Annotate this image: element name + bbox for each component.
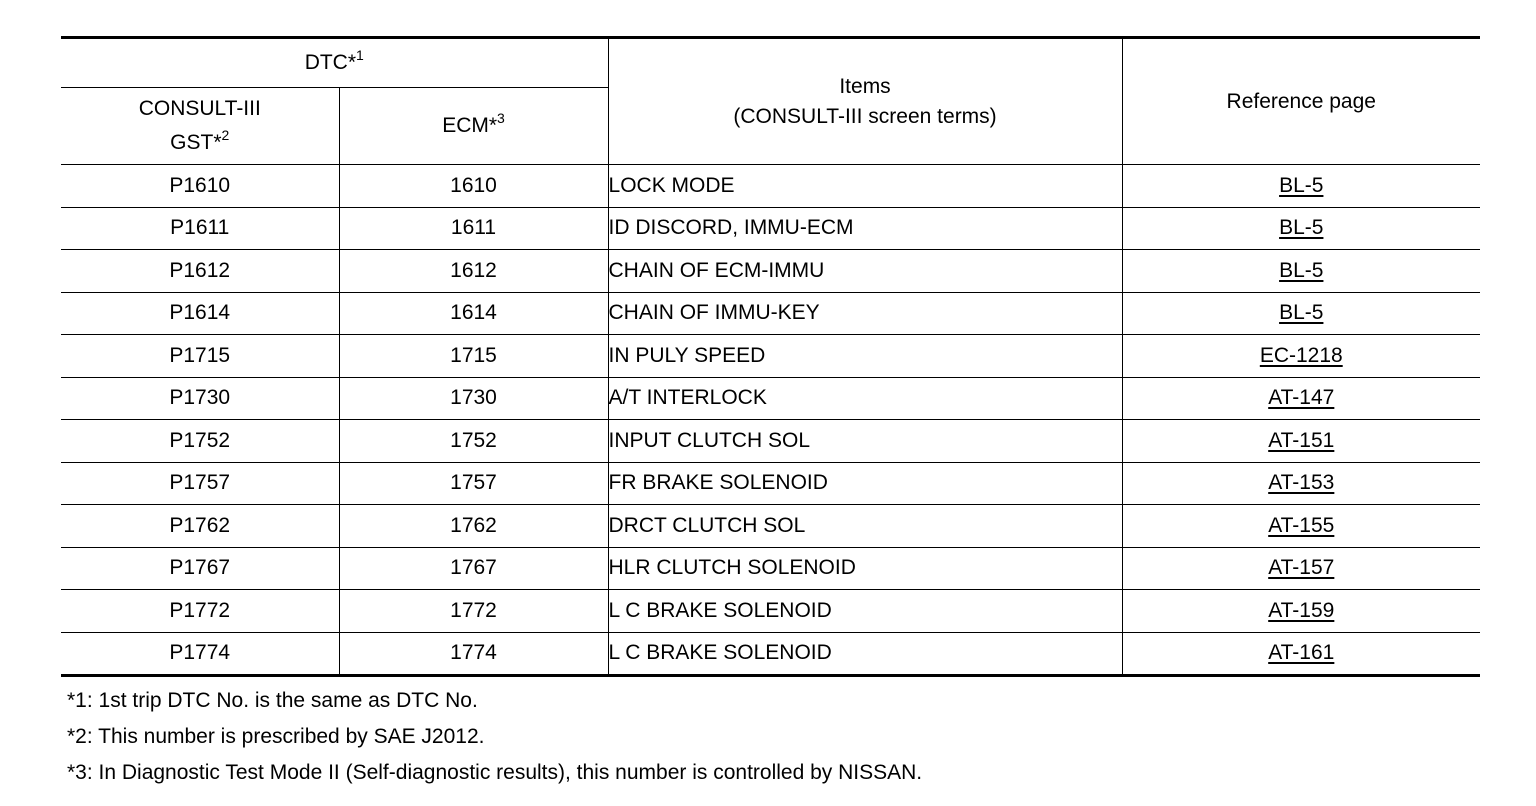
reference-link[interactable]: AT-147 xyxy=(1268,386,1335,410)
cell-gst-code: P1774 xyxy=(61,632,339,676)
table-row xyxy=(61,207,1480,250)
cell-reference xyxy=(1122,207,1480,250)
cell-ecm-code: 1772 xyxy=(339,590,608,633)
reference-link[interactable]: AT-157 xyxy=(1268,556,1335,580)
cell-reference xyxy=(1122,292,1480,335)
cell-reference xyxy=(1122,165,1480,208)
cell-item: A/T INTERLOCK xyxy=(608,377,1122,420)
header-dtc-group xyxy=(61,38,608,88)
reference-link[interactable]: BL-5 xyxy=(1279,216,1324,240)
header-consult-gst xyxy=(61,88,339,165)
cell-reference xyxy=(1122,590,1480,633)
cell-reference xyxy=(1122,462,1480,505)
header-consult-line2-wrap xyxy=(61,126,339,160)
cell-reference xyxy=(1122,547,1480,590)
cell-ecm-code: 1767 xyxy=(339,547,608,590)
reference-link[interactable]: BL-5 xyxy=(1279,301,1324,325)
cell-gst-code: P1614 xyxy=(61,292,339,335)
header-ecm-label: ECM* xyxy=(442,114,498,137)
reference-link[interactable]: BL-5 xyxy=(1279,173,1324,197)
cell-item: DRCT CLUTCH SOL xyxy=(608,505,1122,548)
cell-item: CHAIN OF ECM-IMMU xyxy=(608,250,1122,293)
reference-link[interactable]: BL-5 xyxy=(1279,258,1324,282)
cell-reference xyxy=(1122,632,1480,676)
header-dtc-group-label: DTC* xyxy=(304,51,357,74)
cell-ecm-code: 1774 xyxy=(339,632,608,676)
cell-gst-code: P1772 xyxy=(61,590,339,633)
cell-reference xyxy=(1122,335,1480,378)
cell-ecm-code: 1715 xyxy=(339,335,608,378)
cell-gst-code: P1752 xyxy=(61,420,339,463)
cell-gst-code: P1757 xyxy=(61,462,339,505)
cell-ecm-code: 1614 xyxy=(339,292,608,335)
table-row xyxy=(61,547,1480,590)
header-items-line1: Items xyxy=(839,74,891,98)
reference-link[interactable]: AT-153 xyxy=(1268,471,1335,495)
header-consult-footnote: 2 xyxy=(221,127,230,143)
table-row xyxy=(61,250,1480,293)
dtc-table xyxy=(61,36,1480,677)
cell-gst-code: P1612 xyxy=(61,250,339,293)
footnote-2: *2: This number is prescribed by SAE J2012. xyxy=(67,725,485,748)
cell-ecm-code: 1762 xyxy=(339,505,608,548)
cell-reference xyxy=(1122,250,1480,293)
reference-link[interactable]: AT-151 xyxy=(1268,428,1335,452)
cell-gst-code: P1767 xyxy=(61,547,339,590)
cell-gst-code: P1762 xyxy=(61,505,339,548)
header-ecm xyxy=(339,88,608,165)
cell-item: LOCK MODE xyxy=(608,165,1122,208)
cell-item: CHAIN OF IMMU-KEY xyxy=(608,292,1122,335)
header-items xyxy=(608,38,1122,165)
cell-ecm-code: 1757 xyxy=(339,462,608,505)
cell-item: L C BRAKE SOLENOID xyxy=(608,632,1122,676)
cell-item: FR BRAKE SOLENOID xyxy=(608,462,1122,505)
cell-item: ID DISCORD, IMMU-ECM xyxy=(608,207,1122,250)
dtc-table-header xyxy=(61,38,1480,165)
footnotes xyxy=(61,683,1480,791)
header-dtc-group-footnote: 1 xyxy=(356,47,364,63)
table-row xyxy=(61,292,1480,335)
cell-item: INPUT CLUTCH SOL xyxy=(608,420,1122,463)
cell-ecm-code: 1752 xyxy=(339,420,608,463)
header-consult-line1: CONSULT-III xyxy=(138,97,261,120)
cell-reference xyxy=(1122,377,1480,420)
cell-ecm-code: 1612 xyxy=(339,250,608,293)
cell-reference xyxy=(1122,505,1480,548)
cell-gst-code: P1611 xyxy=(61,207,339,250)
table-row xyxy=(61,590,1480,633)
cell-item: HLR CLUTCH SOLENOID xyxy=(608,547,1122,590)
footnote-3: *3: In Diagnostic Test Mode II (Self-diagnostic results), this number is controlled by NISSAN. xyxy=(67,761,923,784)
table-row xyxy=(61,377,1480,420)
table-row xyxy=(61,462,1480,505)
header-ecm-footnote: 3 xyxy=(497,110,505,126)
table-row xyxy=(61,335,1480,378)
footnote-1: *1: 1st trip DTC No. is the same as DTC No. xyxy=(67,689,478,712)
reference-link[interactable]: EC-1218 xyxy=(1259,343,1343,367)
dtc-table-body xyxy=(61,165,1480,676)
table-row xyxy=(61,505,1480,548)
cell-gst-code: P1730 xyxy=(61,377,339,420)
header-reference-page: Reference page xyxy=(1122,38,1480,165)
reference-link[interactable]: AT-155 xyxy=(1268,513,1335,537)
cell-ecm-code: 1610 xyxy=(339,165,608,208)
reference-link[interactable]: AT-161 xyxy=(1268,641,1335,665)
cell-ecm-code: 1730 xyxy=(339,377,608,420)
cell-reference xyxy=(1122,420,1480,463)
table-row xyxy=(61,165,1480,208)
reference-link[interactable]: AT-159 xyxy=(1268,598,1335,622)
table-row xyxy=(61,632,1480,676)
cell-gst-code: P1715 xyxy=(61,335,339,378)
cell-item: IN PULY SPEED xyxy=(608,335,1122,378)
header-consult-line2: GST* xyxy=(170,131,222,154)
table-row xyxy=(61,420,1480,463)
cell-item: L C BRAKE SOLENOID xyxy=(608,590,1122,633)
document-page xyxy=(61,36,1480,791)
cell-gst-code: P1610 xyxy=(61,165,339,208)
header-items-line2: (CONSULT-III screen terms) xyxy=(733,104,997,128)
cell-ecm-code: 1611 xyxy=(339,207,608,250)
